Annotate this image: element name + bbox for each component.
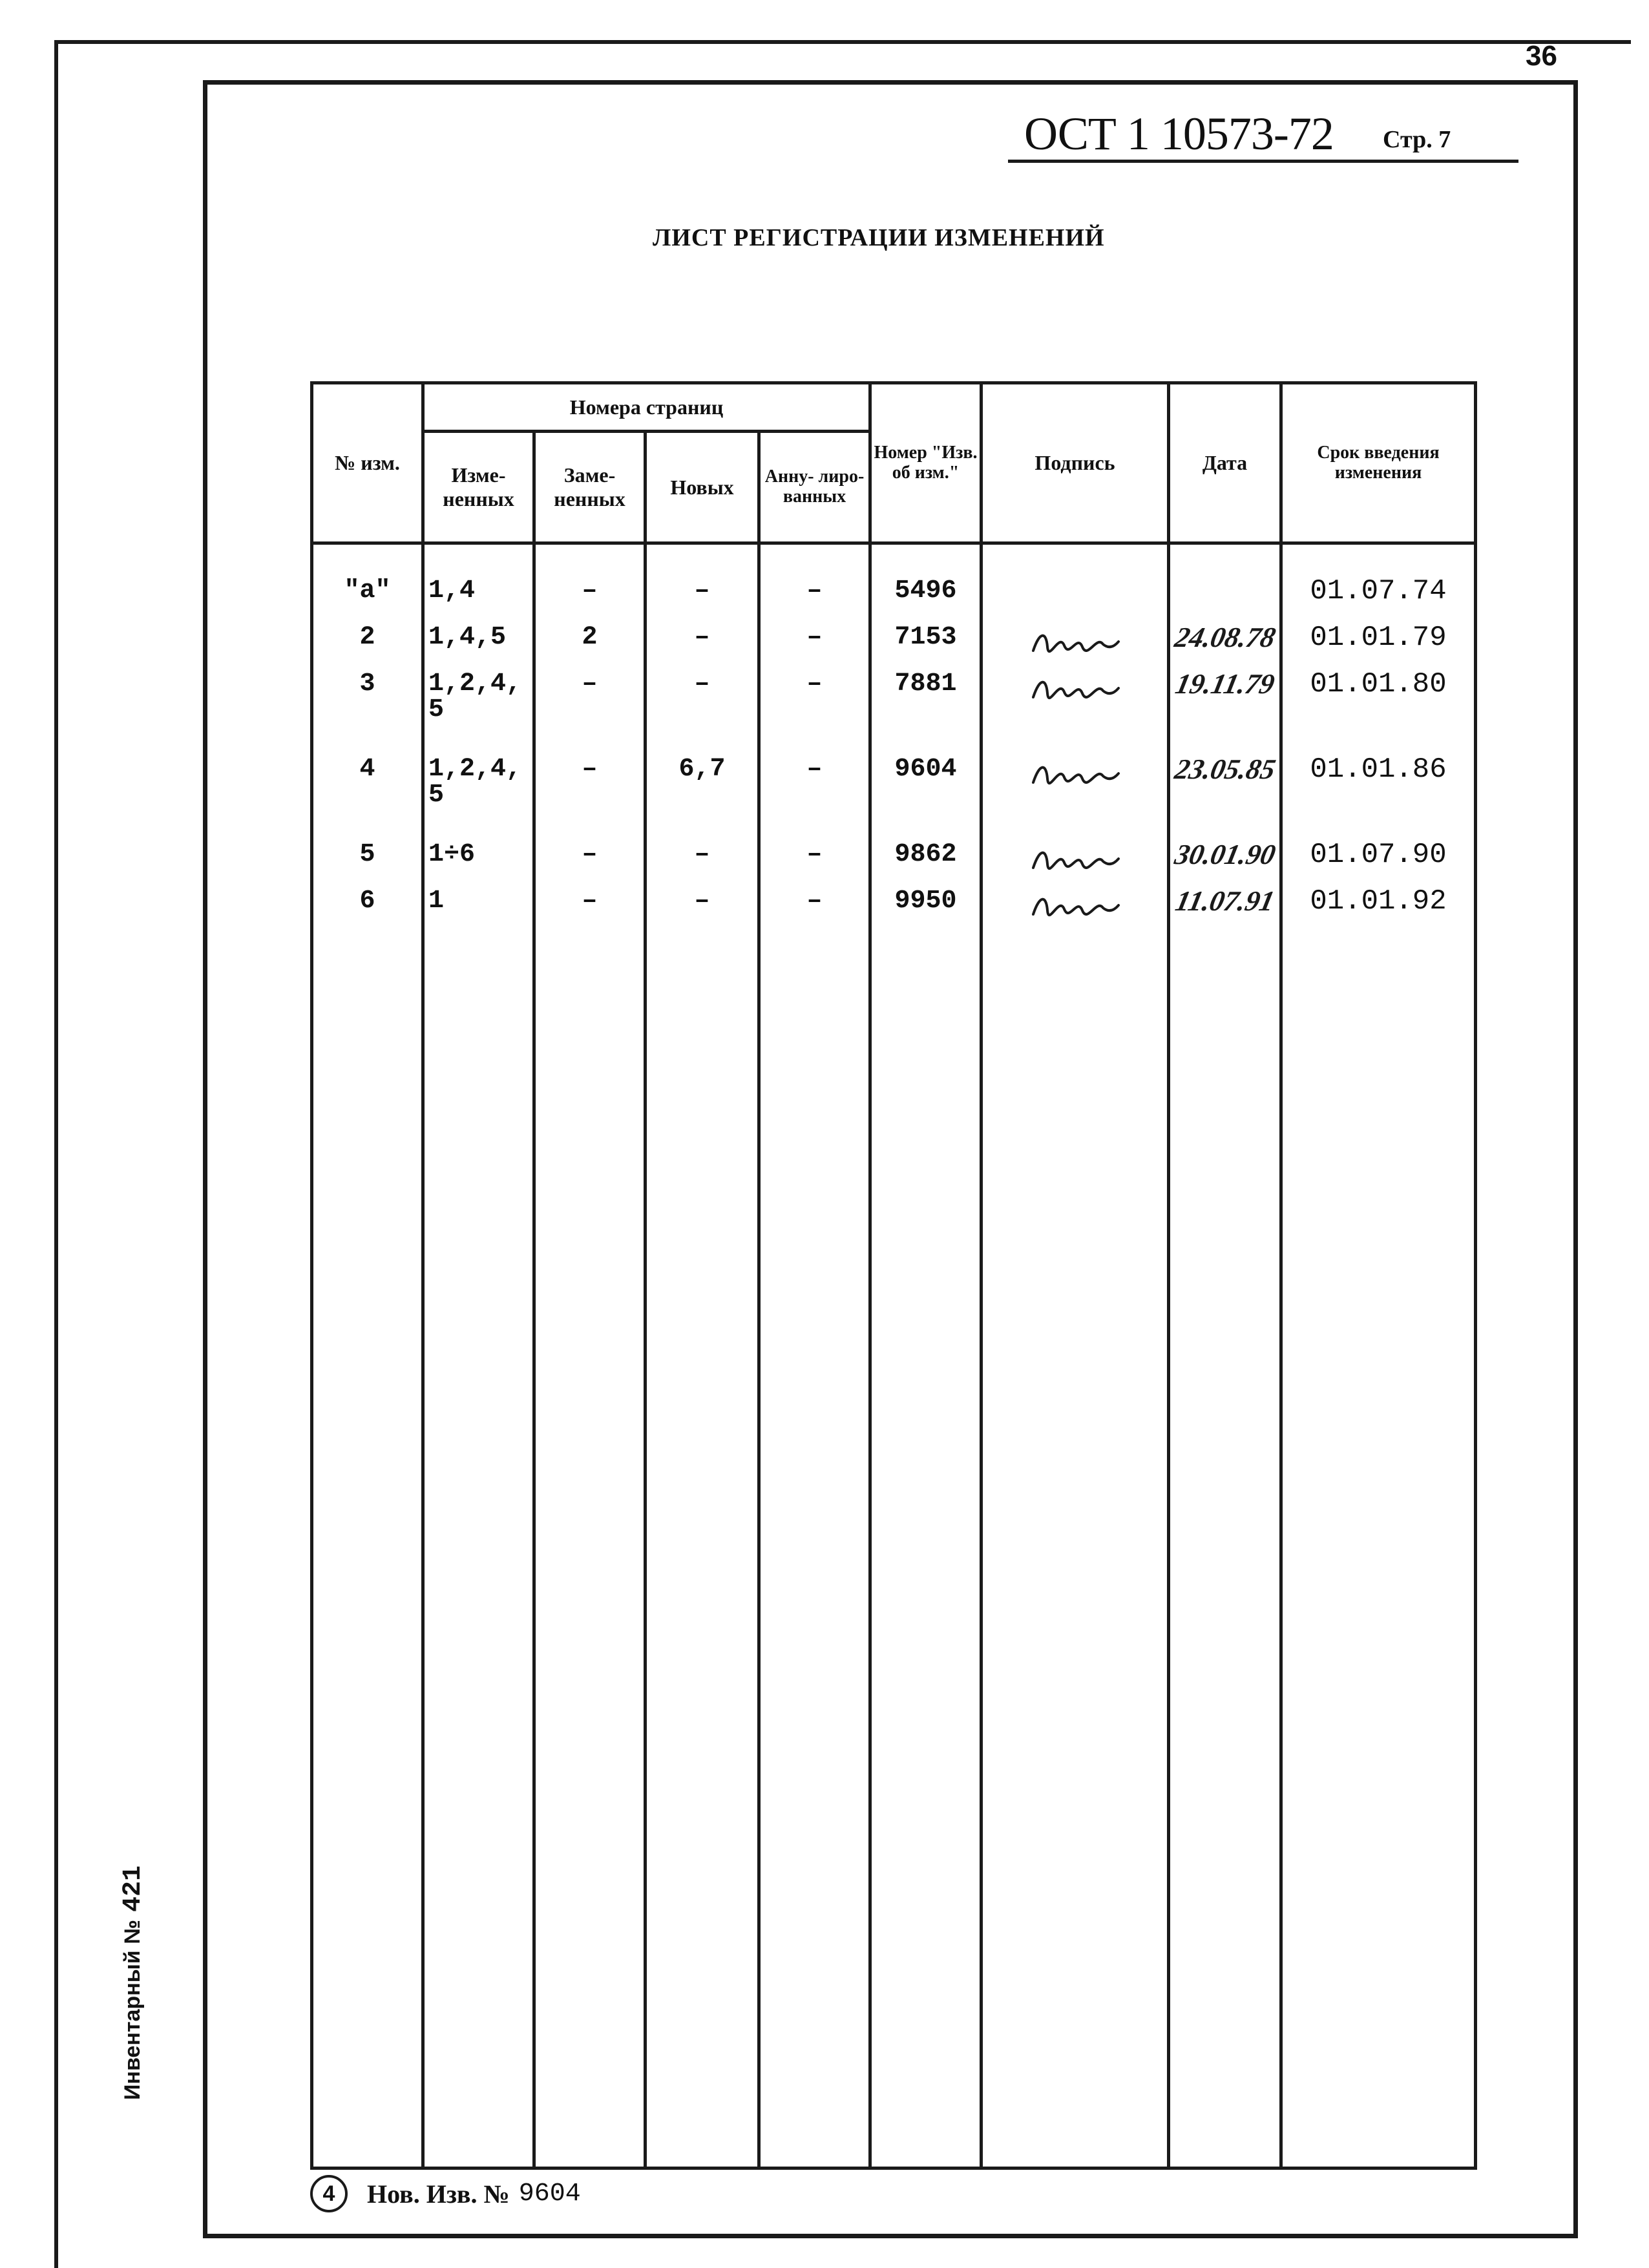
document-code-underline bbox=[1008, 160, 1518, 163]
header-changed: Изме- ненных bbox=[423, 432, 534, 543]
cell-changed: 1,4,5 bbox=[428, 623, 507, 652]
column-notice-no bbox=[870, 543, 982, 2168]
cell-notice-no: 9950 bbox=[894, 887, 957, 916]
cell-change-no: "а" bbox=[344, 576, 391, 605]
cell-notice-no: 7153 bbox=[894, 623, 957, 652]
inventory-label: Инвентарный № bbox=[120, 1919, 145, 2100]
cell-notice-no: 7881 bbox=[894, 669, 957, 698]
outer-border-top bbox=[54, 40, 1631, 44]
outer-border-left bbox=[54, 41, 58, 2268]
header-notice-no: Номер "Изв. об изм." bbox=[870, 383, 982, 543]
cell-date bbox=[1170, 578, 1279, 625]
page-label: Стр. 7 bbox=[1383, 126, 1451, 153]
cell-signature bbox=[983, 625, 1167, 671]
cell-change-no: 4 bbox=[359, 755, 375, 784]
footer-notice-number: 9604 bbox=[518, 2179, 581, 2209]
sheet-title: ЛИСТ РЕГИСТРАЦИИ ИЗМЕНЕНИЙ bbox=[653, 224, 1105, 251]
cell-notice-no: 5496 bbox=[894, 576, 957, 605]
cell-new: – bbox=[694, 576, 710, 605]
header-replaced: Заме- ненных bbox=[534, 432, 646, 543]
cell-new: – bbox=[694, 623, 710, 652]
cell-annulled: – bbox=[806, 755, 823, 784]
column-effective-date bbox=[1281, 543, 1476, 2168]
cell-effective-date: 01.01.92 bbox=[1310, 885, 1447, 918]
handwritten-signature-mark bbox=[1027, 888, 1124, 925]
header-annulled: Анну- лиро- ванных bbox=[759, 432, 870, 543]
header-signature: Подпись bbox=[982, 383, 1169, 543]
cell-effective-date: 01.07.74 bbox=[1310, 575, 1447, 607]
change-registration-table bbox=[310, 381, 1477, 2170]
handwritten-date: 11.07.91 bbox=[1172, 885, 1277, 917]
column-new bbox=[646, 543, 759, 2168]
cell-signature bbox=[983, 671, 1167, 757]
column-replaced bbox=[534, 543, 646, 2168]
cell-changed: 1 bbox=[428, 887, 445, 916]
handwritten-signature-mark bbox=[1027, 757, 1124, 793]
cell-signature bbox=[983, 888, 1167, 935]
cell-date bbox=[1170, 885, 1279, 935]
cell-new: – bbox=[694, 669, 710, 698]
cell-new: 6,7 bbox=[678, 755, 726, 784]
cell-replaced: – bbox=[582, 576, 598, 605]
cell-changed: 1,2,4, 5 bbox=[428, 755, 522, 810]
cell-replaced: – bbox=[582, 669, 598, 698]
inventory-value: 421 bbox=[119, 1865, 148, 1912]
cell-annulled: – bbox=[806, 623, 823, 652]
cell-replaced: – bbox=[582, 887, 598, 916]
cell-changed: 1,4 bbox=[428, 576, 476, 605]
cell-signature bbox=[983, 578, 1167, 625]
cell-replaced: – bbox=[582, 840, 598, 869]
footer-text: Нов. Изв. № bbox=[367, 2179, 510, 2209]
cell-effective-date: 01.01.86 bbox=[1310, 753, 1447, 786]
cell-date bbox=[1170, 668, 1279, 757]
cell-changed: 1÷6 bbox=[428, 840, 476, 869]
cell-effective-date: 01.01.80 bbox=[1310, 668, 1447, 700]
sheet-number: 36 bbox=[1526, 40, 1557, 72]
cell-date bbox=[1170, 622, 1279, 671]
cell-new: – bbox=[694, 840, 710, 869]
footer-notice bbox=[310, 2171, 581, 2216]
cell-date bbox=[1170, 839, 1279, 888]
column-annulled bbox=[759, 543, 870, 2168]
handwritten-signature-mark bbox=[1027, 842, 1124, 878]
cell-signature bbox=[983, 842, 1167, 888]
header-effective-date: Срок введения изменения bbox=[1281, 383, 1476, 543]
handwritten-date: 30.01.90 bbox=[1171, 839, 1278, 870]
inventory-number bbox=[119, 1865, 148, 2100]
cell-effective-date: 01.01.79 bbox=[1310, 622, 1447, 654]
handwritten-signature-mark bbox=[1027, 625, 1124, 661]
cell-date bbox=[1170, 753, 1279, 842]
column-signature bbox=[982, 543, 1169, 2168]
cell-annulled: – bbox=[806, 840, 823, 869]
header-date: Дата bbox=[1169, 383, 1281, 543]
column-changed bbox=[423, 543, 534, 2168]
cell-effective-date: 01.07.90 bbox=[1310, 839, 1447, 871]
document-code: ОСТ 1 10573-72 bbox=[1024, 108, 1334, 160]
cell-change-no: 3 bbox=[359, 669, 375, 698]
cell-annulled: – bbox=[806, 669, 823, 698]
revision-circle: 4 bbox=[310, 2175, 348, 2212]
handwritten-date: 24.08.78 bbox=[1171, 622, 1278, 653]
cell-notice-no: 9604 bbox=[894, 755, 957, 784]
header-page-numbers: Номера страниц bbox=[423, 383, 870, 432]
header-change-no: № изм. bbox=[312, 383, 423, 543]
handwritten-signature-mark bbox=[1027, 671, 1124, 708]
cell-replaced: 2 bbox=[582, 623, 598, 652]
header-new: Новых bbox=[646, 432, 759, 543]
cell-change-no: 6 bbox=[359, 887, 375, 916]
cell-annulled: – bbox=[806, 576, 823, 605]
cell-new: – bbox=[694, 887, 710, 916]
handwritten-date: 23.05.85 bbox=[1171, 753, 1278, 785]
cell-notice-no: 9862 bbox=[894, 840, 957, 869]
cell-signature bbox=[983, 757, 1167, 842]
cell-change-no: 2 bbox=[359, 623, 375, 652]
cell-changed: 1,2,4, 5 bbox=[428, 669, 522, 724]
cell-replaced: – bbox=[582, 755, 598, 784]
cell-annulled: – bbox=[806, 887, 823, 916]
column-date bbox=[1169, 543, 1281, 2168]
handwritten-date: 19.11.79 bbox=[1172, 668, 1277, 700]
column-change-no bbox=[312, 543, 423, 2168]
cell-change-no: 5 bbox=[359, 840, 375, 869]
